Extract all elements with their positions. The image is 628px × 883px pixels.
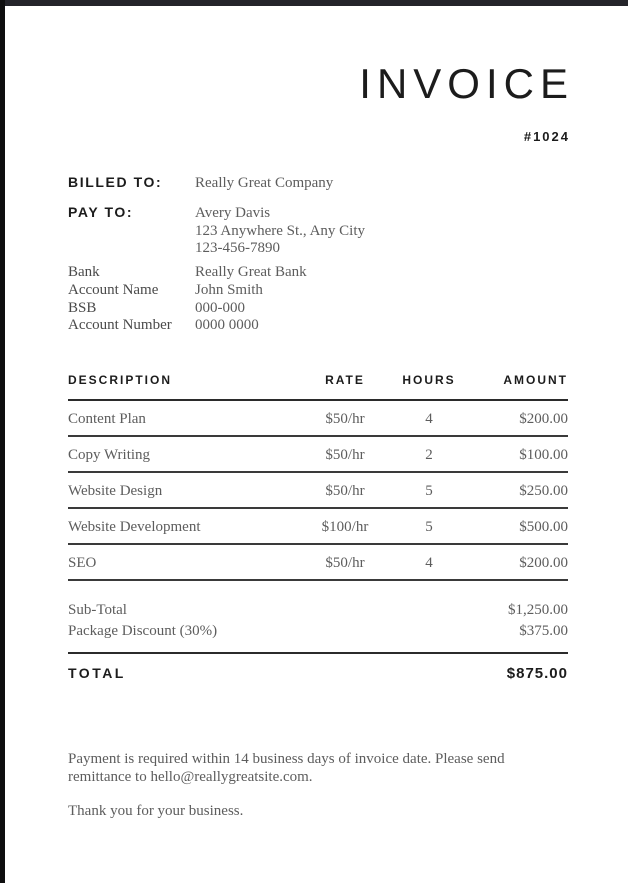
subtotal-row [68, 600, 568, 621]
item-amount: $100.00 [519, 447, 568, 463]
table-row [68, 473, 568, 509]
item-amount: $250.00 [519, 483, 568, 499]
line-items-table [68, 365, 568, 581]
account-number-value: 0000 0000 [195, 317, 259, 334]
item-hours: 5 [425, 483, 433, 499]
table-header-row [68, 365, 568, 401]
item-rate: $50/hr [325, 483, 365, 499]
item-description: Copy Writing [68, 447, 151, 463]
payment-terms: Payment is required within 14 business days of invoice date. Please send remittance to hello@reallygreatsite.com. [68, 751, 505, 785]
table-row [68, 509, 568, 545]
item-rate: $50/hr [325, 411, 365, 427]
total-value: $875.00 [506, 665, 568, 682]
item-rate: $100/hr [321, 519, 369, 535]
left-edge-bar [0, 0, 5, 883]
item-amount: $200.00 [519, 555, 568, 571]
account-name-value: John Smith [195, 281, 263, 298]
header-hours: HOURS [402, 373, 456, 387]
bsb-value: 000-000 [195, 299, 245, 316]
billed-to-value: Really Great Company [195, 175, 334, 191]
invoice-title: INVOICE [359, 60, 574, 107]
total-row [68, 665, 568, 682]
bsb-label: BSB [68, 299, 97, 316]
bank-label: Bank [68, 264, 100, 280]
table-row [68, 545, 568, 581]
pay-to-phone: 123-456-7890 [195, 240, 280, 257]
item-description: Website Development [68, 519, 201, 535]
item-hours: 4 [425, 555, 433, 571]
total-label: TOTAL [68, 665, 126, 681]
table-row [68, 437, 568, 473]
discount-row [68, 621, 568, 642]
pay-to-address: 123 Anywhere St., Any City [195, 222, 366, 239]
header-rate: RATE [325, 373, 365, 387]
pay-to-details [195, 205, 365, 258]
discount-label: Package Discount (30%) [68, 623, 218, 639]
thank-you-note: Thank you for your business. [68, 803, 244, 819]
subtotal-value: $1,250.00 [508, 602, 568, 618]
summary-section [68, 587, 568, 654]
pay-to-row [68, 204, 365, 258]
top-edge-bar [0, 0, 628, 6]
item-hours: 5 [425, 519, 433, 535]
discount-value: $375.00 [519, 623, 568, 639]
account-name-label: Account Name [68, 281, 159, 298]
item-description: SEO [68, 555, 97, 571]
table-row [68, 401, 568, 437]
pay-to-name: Avery Davis [195, 205, 271, 221]
item-rate: $50/hr [325, 447, 365, 463]
invoice-number: #1024 [523, 129, 570, 144]
pay-to-label: PAY TO: [68, 204, 134, 220]
item-amount: $200.00 [519, 411, 568, 427]
bank-value: Really Great Bank [195, 264, 307, 280]
item-hours: 4 [425, 411, 433, 427]
header-amount: AMOUNT [503, 373, 568, 387]
item-rate: $50/hr [325, 555, 365, 571]
bank-details [68, 264, 307, 335]
billed-to-row [68, 174, 333, 193]
item-hours: 2 [425, 447, 433, 463]
account-number-label: Account Number [68, 317, 172, 334]
item-description: Website Design [68, 483, 163, 499]
item-description: Content Plan [68, 411, 146, 427]
header-description: DESCRIPTION [68, 373, 173, 387]
billed-to-label: BILLED TO: [68, 174, 163, 190]
subtotal-label: Sub-Total [68, 602, 127, 618]
item-amount: $500.00 [519, 519, 568, 535]
